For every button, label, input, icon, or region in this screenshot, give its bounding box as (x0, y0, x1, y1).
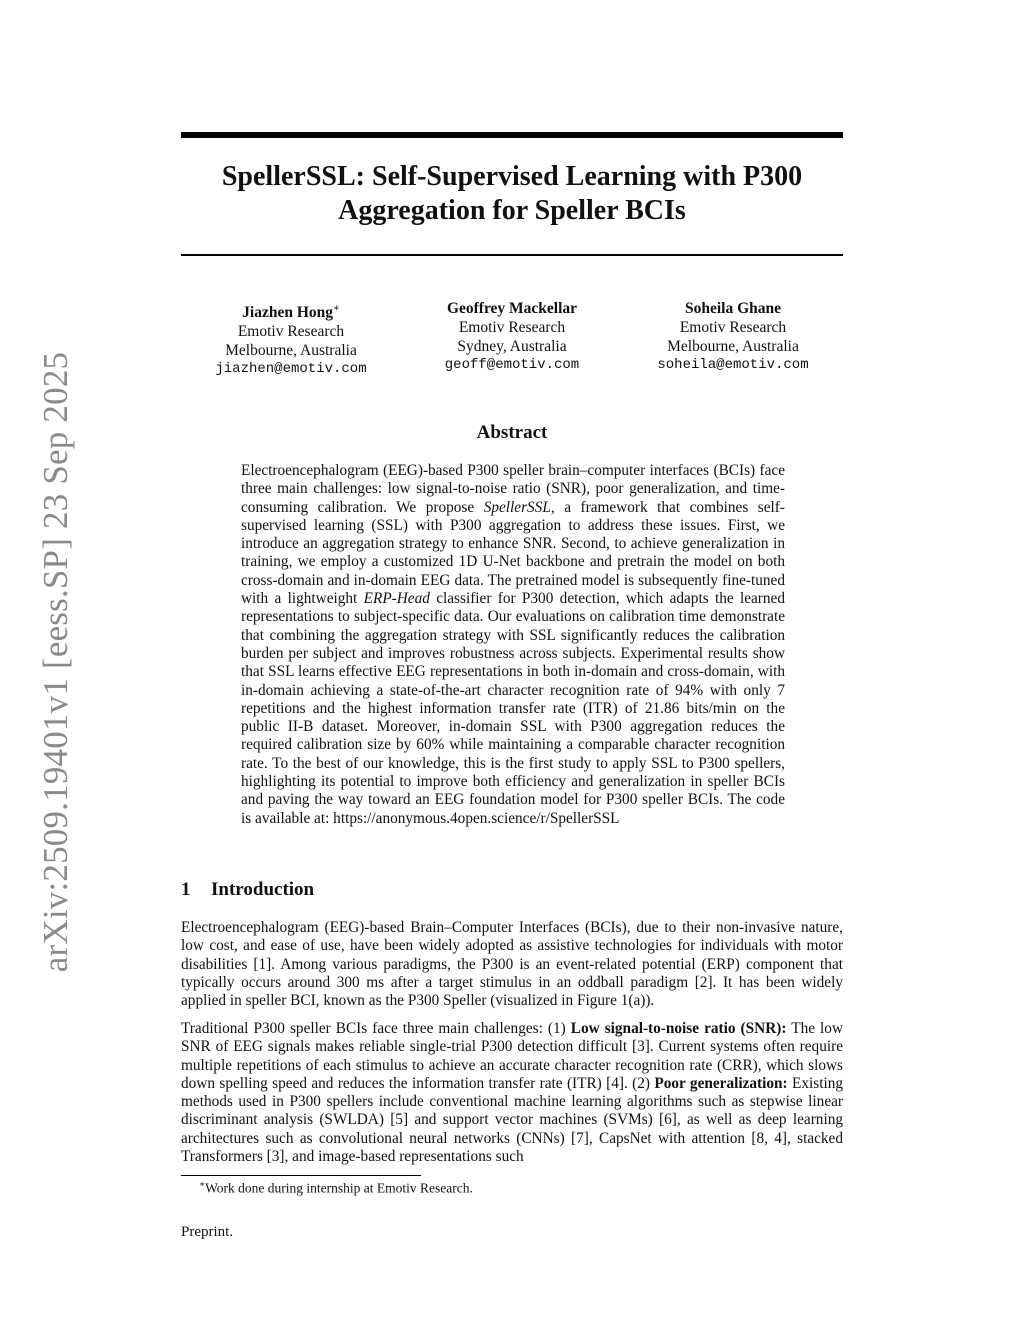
author-affiliation: Emotiv Research (679, 319, 787, 336)
framework-name: SpellerSSL (483, 498, 551, 516)
title-bottom-rule (181, 254, 843, 256)
challenge-label: Poor generalization: (654, 1074, 788, 1092)
author-email[interactable]: soheila@emotiv.com (657, 357, 809, 373)
title-top-rule (181, 132, 843, 138)
challenge-label: Low signal-to-noise ratio (SNR): (570, 1020, 787, 1037)
preprint-label: Preprint. (181, 1224, 234, 1240)
author-location: Sydney, Australia (457, 338, 567, 355)
footnote-rule (181, 1175, 421, 1176)
intro-paragraph: Traditional P300 speller BCIs face three main challenges: (1) Low signal-to-noise ratio (SNR): The low SNR of EEG signals makes reliable single-trial P300 detection difficult [3]. Current systems often require multiple repetitions of each stimulus to achieve an accurate character recognition rate (CRR), which slows down spelling speed and reduces the information transfer rate (ITR) [4]. (2) Poor generalization: Existing methods used in P300 spellers include conventional machine learning algorithms such as stepwise linear discriminant analysis (SWLDA) [5] and support vector machines (SVMs) [6], as well as deep learning architectures such as convolutional neural networks (CNNs) [7], CapsNet with attention [8, 4], stacked Transformers [3], and image-based representations such (181, 1020, 843, 1166)
abstract-heading: Abstract (476, 422, 548, 443)
paper-title: SpellerSSL: Self-Supervised Learning with P300 Aggregation for Speller BCIs (221, 161, 803, 226)
section-heading-introduction (181, 879, 314, 901)
author-affiliation: Emotiv Research (458, 319, 566, 336)
author-location: Melbourne, Australia (225, 342, 357, 360)
author-name: Geoffrey Mackellar (446, 300, 578, 317)
author-email[interactable]: jiazhen@emotiv.com (215, 361, 367, 378)
author-block (402, 299, 622, 379)
abstract-text: Electroencephalogram (EEG)-based P300 speller brain–computer interfaces (BCIs) face three main challenges: low signal-to-noise ratio (SNR), poor generalization, and time-consuming calibration. We propose SpellerSSL, a framework that combines self-supervised learning (SSL) with P300 aggregation to address these issues. First, we introduce an aggregation strategy to enhance SNR. Second, to achieve generalization in training, we employ a customized 1D U-Net backbone and pretrain the model on both cross-domain and in-domain EEG data. The pretrained model is subsequently fine-tuned with a lightweight ERP-Head classifier for P300 detection, which adapts the learned representations to subject-specific data. Our evaluations on calibration time demonstrate that combining the aggregation strategy with SSL significantly reduces the calibration burden per subject and improves robustness across subjects. Experimental results show that SSL learns effective EEG representations in both in-domain and cross-domain, with in-domain achieving a state-of-the-art character recognition rate of 94% with only 7 repetitions and the highest information transfer rate (ITR) of 21.86 bits/min on the public II-B dataset. Moreover, in-domain SSL with P300 aggregation reduces the required calibration size by 60% while maintaining a comparable character recognition rate. To the best of our knowledge, this is the first study to apply SSL to P300 spellers, highlighting its potential to improve both efficiency and generalization in speller BCIs and paving the way toward an EEG foundation model for P300 speller BCIs. The code is available at: https://anonymous.4open.science/r/SpellerSSL (241, 462, 785, 827)
section-title: Introduction (211, 879, 315, 900)
arxiv-identifier: arXiv:2509.19401v1 [eess.SP] 23 Sep 2025 (36, 351, 75, 973)
footnote: ∗Work done during internship at Emotiv Research. (199, 1179, 473, 1196)
author-email[interactable]: geoff@emotiv.com (444, 357, 580, 373)
author-block (181, 299, 401, 379)
intro-paragraph: Electroencephalogram (EEG)-based Brain–Computer Interfaces (BCIs), due to their non-invasive nature, low cost, and ease of use, have been widely adopted as assistive technologies for individuals with motor disabilities [1]. Among various paradigms, the P300 is an event-related potential (ERP) component that typically occurs around 300 ms after a target stimulus in an oddball paradigm [2]. It has been widely applied in speller BCI, known as the P300 Speller (visualized in Figure 1(a)). (181, 919, 843, 1010)
author-name: Jiazhen Hong∗ (242, 303, 340, 322)
classifier-name: ERP-Head (363, 590, 430, 608)
author-block (623, 299, 843, 379)
section-number: 1 (181, 879, 191, 900)
author-footnote-mark: ∗ (333, 303, 340, 314)
author-name: Soheila Ghane (684, 300, 782, 317)
footnote-mark: ∗ (199, 1179, 206, 1189)
author-affiliation: Emotiv Research (237, 323, 345, 341)
author-location: Melbourne, Australia (667, 338, 799, 355)
author-list (181, 299, 843, 379)
